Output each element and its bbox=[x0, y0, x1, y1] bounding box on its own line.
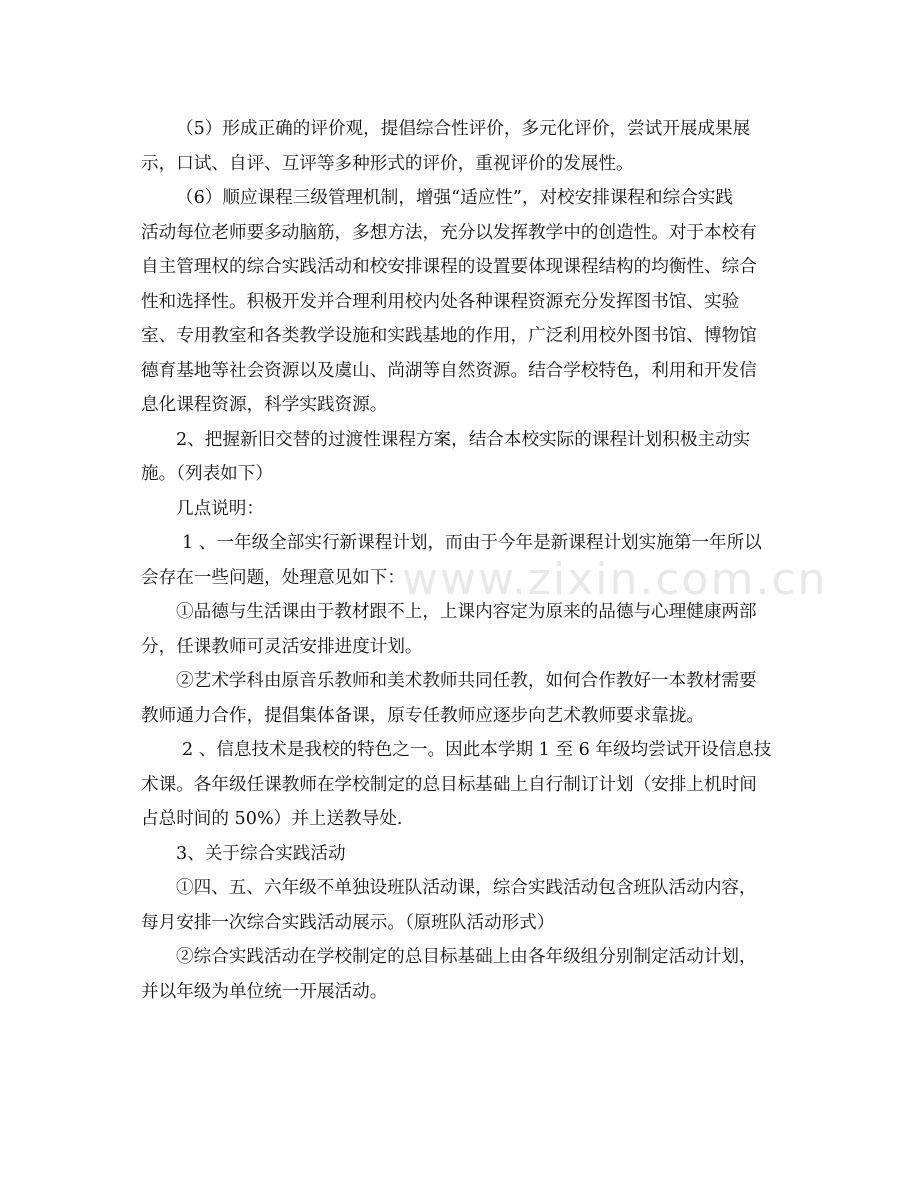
text-line: ①品德与生活课由于教材跟不上，上课内容定为原来的品德与心理健康两部 bbox=[176, 602, 757, 622]
text-line: 会存在一些问题，处理意见如下： bbox=[141, 567, 405, 588]
paragraph-note-1a bbox=[141, 595, 781, 664]
text-line: 教师通力合作，提倡集体备课，原专任教师应逐步向艺术教师要求靠拢。 bbox=[141, 705, 705, 726]
text-line: 自主管理权的综合实践活动和校安排课程的设置要体现课程结构的均衡性、综合 bbox=[141, 257, 757, 277]
paragraph-note-1 bbox=[141, 526, 781, 595]
text-line: 活动每位老师要多动脑筋，多想方法，充分以发挥教学中的创造性。对于本校有 bbox=[141, 222, 757, 243]
text-line: （6）顺应课程三级管理机制，增强“适应性”，对校安排课程和综合实践 bbox=[176, 188, 733, 208]
paragraph-note-2 bbox=[141, 733, 781, 837]
text-line: 室、专用教室和各类教学设施和实践基地的作用，广泛利用校外图书馆、博物馆 bbox=[141, 326, 757, 346]
text-line: 3、关于综合实践活动 bbox=[176, 843, 346, 864]
paragraph-practice-2 bbox=[141, 940, 781, 1009]
text-line: 几点说明： bbox=[176, 498, 264, 519]
text-line: 息化课程资源，科学实践资源。 bbox=[141, 395, 388, 415]
heading-notes bbox=[141, 492, 781, 527]
paragraph-practice-1 bbox=[141, 871, 781, 940]
text-line: 2 、信息技术是我校的特色之一。因此本学期 1 至 6 年级均尝试开设信息技 bbox=[182, 740, 772, 760]
text-line: ①四、五、六年级不单独设班队活动课，综合实践活动包含班队活动内容， bbox=[176, 878, 757, 898]
watermark: www.zixin.com.cn bbox=[402, 554, 828, 605]
text-line: 性和选择性。积极开发并合理利用校内处各种课程资源充分发挥图书馆、实验 bbox=[141, 291, 740, 312]
text-line: 占总时间的 50%）并上送教导处. bbox=[141, 809, 403, 829]
text-line: （5）形成正确的评价观，提倡综合性评价，多元化评价，尝试开展成果展 bbox=[176, 119, 751, 139]
text-line: 1 、一年级全部实行新课程计划，而由于今年是新课程计划实施第一年所以 bbox=[182, 533, 762, 553]
text-line: 分，任课教师可灵活安排进度计划。 bbox=[141, 636, 423, 657]
text-line: ②综合实践活动在学校制定的总目标基础上由各年级组分别制定活动计划， bbox=[176, 947, 757, 967]
text-line: 施。（列表如下） bbox=[141, 464, 273, 484]
paragraph-note-1b bbox=[141, 664, 781, 733]
text-line: ②艺术学科由原音乐教师和美术教师共同任教，如何合作教好一本教材需要 bbox=[176, 671, 757, 691]
paragraph-evaluation bbox=[141, 112, 781, 181]
text-line: 每月安排一次综合实践活动展示。（原班队活动形式） bbox=[141, 912, 555, 933]
paragraph-curriculum-management bbox=[141, 181, 781, 423]
text-line: 德育基地等社会资源以及虞山、尚湖等自然资源。结合学校特色，利用和开发信 bbox=[141, 360, 757, 381]
text-line: 并以年级为单位统一开展活动。 bbox=[141, 981, 388, 1002]
heading-practice-activities bbox=[141, 837, 781, 872]
text-line: 术课。各年级任课教师在学校制定的总目标基础上自行制订计划（安排上机时间 bbox=[141, 774, 757, 795]
document-body bbox=[141, 112, 781, 1009]
text-line: 2、把握新旧交替的过渡性课程方案，结合本校实际的课程计划积极主动实 bbox=[176, 429, 751, 450]
text-line: 示，口试、自评、互评等多种形式的评价，重视评价的发展性。 bbox=[141, 153, 634, 174]
paragraph-transition-plan bbox=[141, 423, 781, 492]
